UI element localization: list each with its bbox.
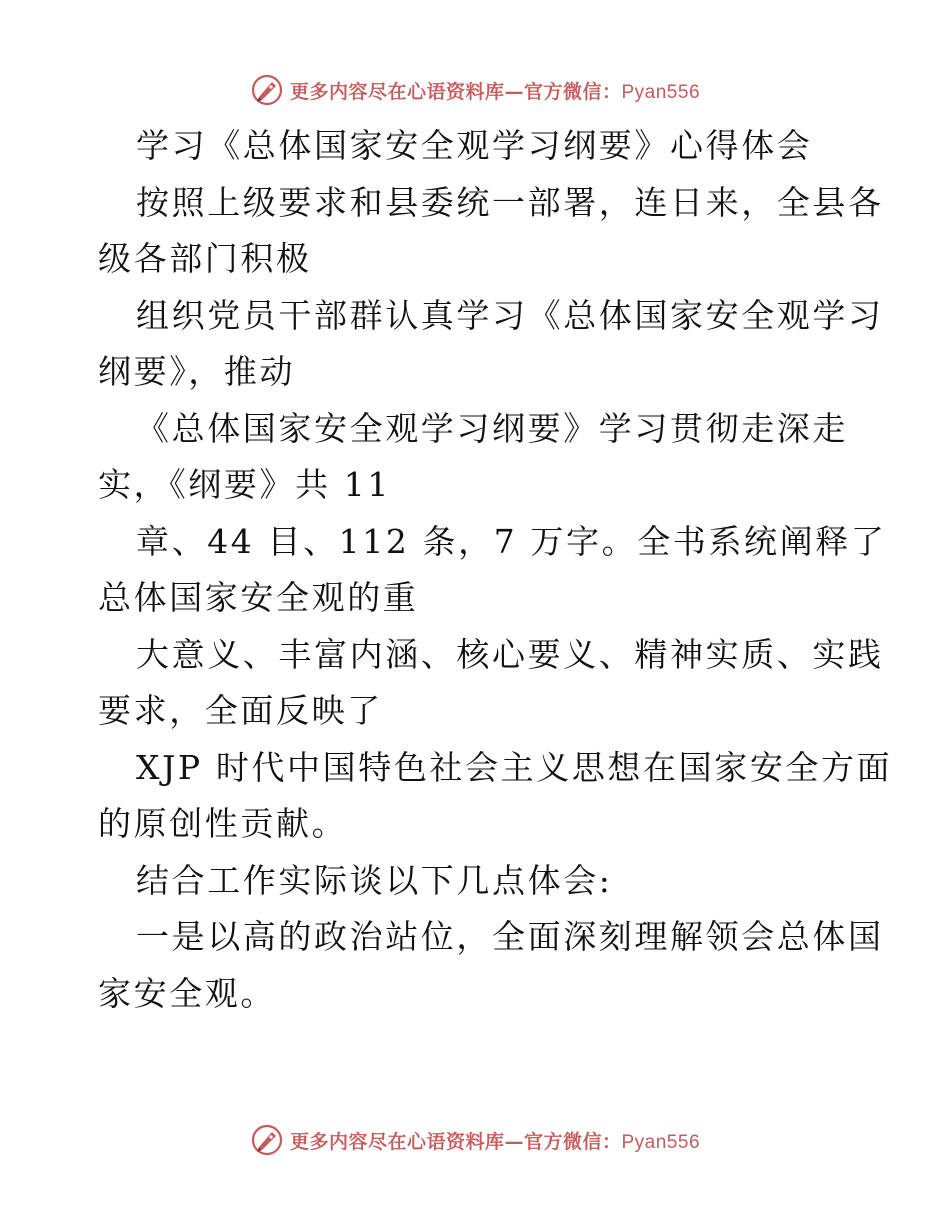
- banner-text-main: 更多内容尽在心语资料库—官方微信：: [289, 80, 622, 103]
- banner-text: [290, 1127, 700, 1154]
- banner-text: [290, 77, 700, 104]
- document-line: 大意义、丰富内涵、核心要义、精神实质、实践: [136, 634, 884, 674]
- document-line: 纲要》，推动: [98, 352, 296, 391]
- pen-nib-logo-icon: [250, 73, 284, 107]
- document-line: 的原创性贡献。: [98, 804, 348, 843]
- document-line: 按照上级要求和县委统一部署，连日来，全县各: [136, 182, 884, 222]
- header-watermark-banner: [0, 70, 950, 110]
- document-line: 章、44 目、112 条，7 万字。全书系统阐释了: [136, 521, 887, 561]
- document-line: 学习《总体国家安全观学习纲要》心得体会: [136, 126, 813, 165]
- document-line: 《总体国家安全观学习纲要》学习贯彻走深走: [136, 408, 848, 448]
- document-line: 组织党员干部群认真学习《总体国家安全观学习: [136, 295, 884, 335]
- banner-wechat-id: Pyan556: [621, 81, 701, 103]
- banner-inner: [250, 1123, 700, 1157]
- pen-nib-logo-icon: [250, 1123, 284, 1157]
- document-line: 结合工作实际谈以下几点体会:: [136, 860, 613, 900]
- document-line: XJP 时代中国特色社会主义思想在国家安全方面: [136, 747, 893, 787]
- banner-text-main: 更多内容尽在心语资料库—官方微信：: [289, 1130, 622, 1153]
- document-line: 实，《纲要》共 11: [98, 465, 391, 504]
- document-line: 一是以高的政治站位，全面深刻理解领会总体国: [136, 917, 884, 956]
- document-line: 级各部门积极: [98, 239, 312, 278]
- banner-inner: [250, 73, 700, 107]
- document-body: [98, 118, 893, 1022]
- document-line: 家安全观。: [98, 973, 276, 1013]
- footer-watermark-banner: [0, 1120, 950, 1160]
- document-line: 要求，全面反映了: [98, 691, 383, 730]
- document-line: 总体国家安全观的重: [98, 578, 419, 617]
- banner-wechat-id: Pyan556: [621, 1131, 701, 1153]
